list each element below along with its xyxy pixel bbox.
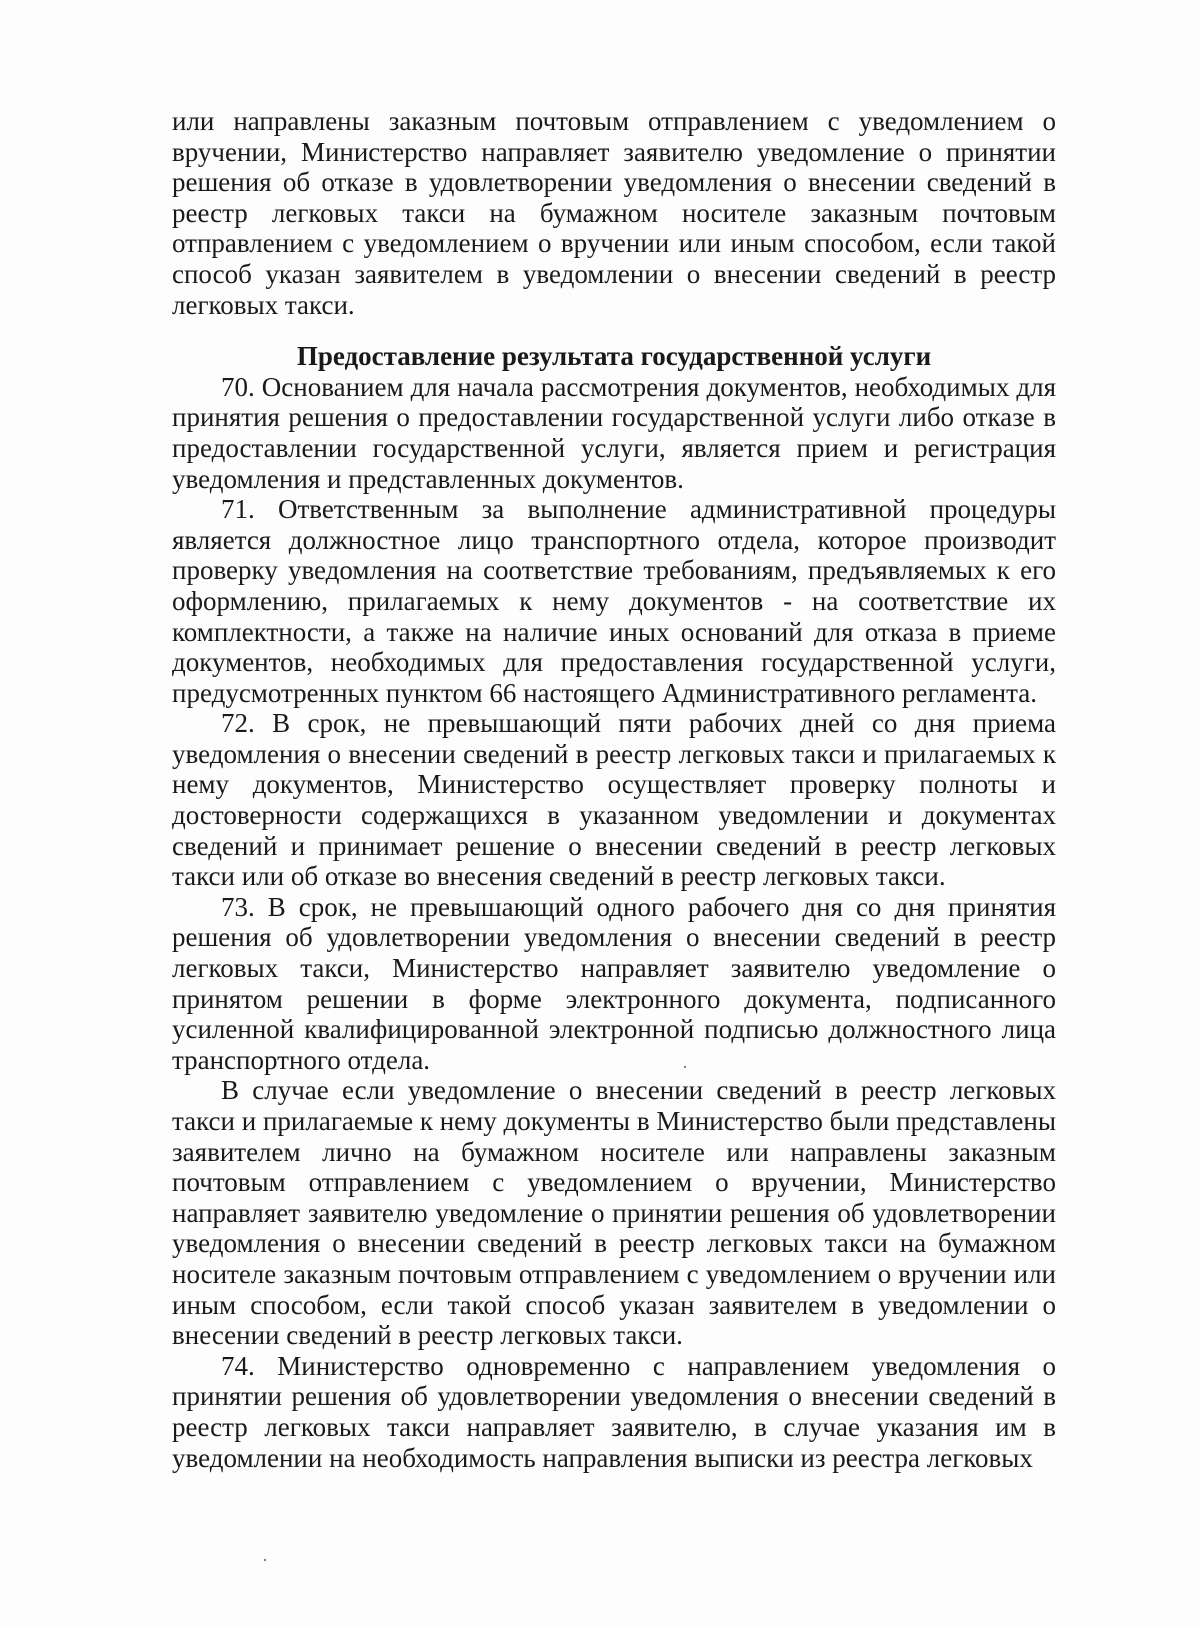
document-body — [172, 106, 1056, 1473]
paragraph-73-continuation: В случае если уведомление о внесении сведений в реестр легковых такси и прилагаемые к нему документы в Министерство были представлены заявителем лично на бумажном носителе или направлены заказным почтовым отправлением с уведомлением о вручении, Министерство направляет заявителю уведомление о принятии решения об удовлетворении уведомления о внесении сведений в реестр легковых такси на бумажном носителе заказным почтовым отправлением с уведомлением о вручении или иным способом, если такой способ указан заявителем в уведомлении о внесении сведений в реестр легковых такси. — [172, 1075, 1056, 1351]
section-heading: Предоставление результата государственной услуги — [296, 341, 932, 372]
continued-paragraph: или направлены заказным почтовым отправлением с уведомлением о вручении, Министерство направляет заявителю уведомление о принятии решения об отказе в удовлетворении уведомления о внесении сведений в реестр легковых такси на бумажном носителе заказным почтовым отправлением с уведомлением о вручении или иным способом, если такой способ указан заявителем в уведомлении о внесении сведений в реестр легковых такси. — [172, 106, 1056, 320]
paragraph-73: 73. В срок, не превышающий одного рабочего дня со дня принятия решения об удовлетворении уведомления о внесении сведений в реестр легковых такси, Министерство направляет заявителю уведомление о принятом решении в форме электронного документа, подписанного усиленной квалифицированной электронной подписью должностного лица транспортного отдела. — [172, 891, 1056, 1075]
paragraph-71: 71. Ответственным за выполнение административной процедуры является должностное лицо транспортного отдела, которое производит проверку уведомления на соответствие требованиям, предъявляемых к его оформлению, прилагаемых к нему документов - на соответствие их комплектности, а также на наличие иных оснований для отказа в приеме документов, необходимых для предоставления государственной услуги, предусмотренных пунктом 66 настоящего Административного регламента. — [172, 494, 1056, 708]
paragraph-74: 74. Министерство одновременно с направлением уведомления о принятии решения об удовлетворении уведомления о внесении сведений в реестр легковых такси направляет заявителю, в случае указания им в уведомлении на необходимость направления выписки из реестра легковых — [172, 1350, 1056, 1473]
paragraph-70: 70. Основанием для начала рассмотрения документов, необходимых для принятия решения о предоставлении государственной услуги либо отказе в предоставлении государственной услуги, является прием и регистрация уведомления и представленных документов. — [172, 371, 1056, 494]
scan-speck — [264, 1559, 266, 1561]
paragraph-72: 72. В срок, не превышающий пяти рабочих дней со дня приема уведомления о внесении сведений в реестр легковых такси и прилагаемых к нему документов, Министерство осуществляет проверку полноты и достоверности содержащихся в указанном уведомлении и документах сведений и принимает решение о внесении сведений в реестр легковых такси или об отказе во внесения сведений в реестр легковых такси. — [172, 708, 1056, 892]
scan-speck — [684, 1066, 686, 1068]
